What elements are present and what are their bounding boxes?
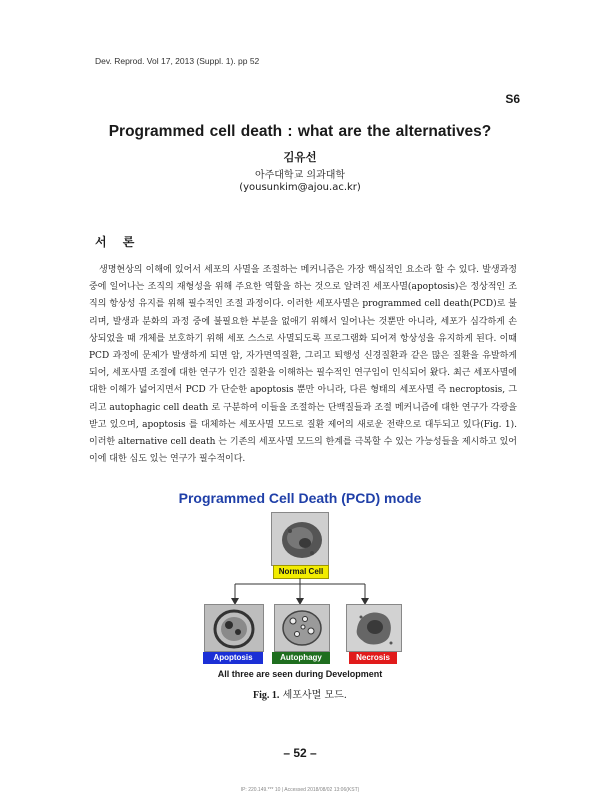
necrosis-label: Necrosis <box>349 652 397 664</box>
author-email[interactable]: (yousunkim@ajou.ac.kr) <box>239 182 361 193</box>
session-code: S6 <box>505 92 520 106</box>
figure-caption-label: Fig. 1. <box>253 690 280 701</box>
apoptosis-micrograph <box>204 604 264 652</box>
access-footer: IP: 220.149.*** 10 | Accessed 2018/08/02 13:06(KST) <box>240 787 360 793</box>
body-paragraph: 생명현상의 이해에 있어서 세포의 사멸을 조절하는 메커니즘은 가장 핵심적인 요소라 할 수 있다. 발생과정 중에 일어나는 조직의 재형성을 위해 주요한 역할을 하는 것으로 알려진 세포사멸(apoptosis)은 정상적인 조직의 항상성 유지를 위해 필수적인 조절 과정이다. 이러한 세포사멸은 programmed cell death(PCD)로 불리며, 발생과 분화의 과정 중에 불필요한 부분을 없애기 위해서 일어나는 것뿐만 아니라, 세포가 심각하게 손상되었을 때 개체를 보호하기 위해 세포 스스로 사멸되도록 프로그램화 되어져 항상성을 유지하게 된다. 이때 PCD 과정에 문제가 발생하게 되면 암, 자가면역질환, 그리고 퇴행성 신경질환과 같은 많은 질환을 유발하게 되어, 세포사멸 조절에 대한 연구가 인간 질환을 이해하는 필수적인 연구임이 인식되어 왔다. 최근 세포사멸에 대한 이해가 넓어지면서 PCD 가 단순한 apoptosis 뿐만 아니라, 다른 형태의 세포사멸 즉 necroptosis, 그리고 autophagic cell death 로 구분하여 이들을 조절하는 단백질들과 조절 메커니즘에 대한 연구가 각광을 받고 있으며, apoptosis 를 대체하는 세포사멸 모드로 질환 제어의 새로운 전략으로 대두되고 있다(Fig. 1). 이러한 alternative cell death 는 기존의 세포사멸 모드의 한계를 극복할 수 있는 가능성들을 제시하고 있어 이에 대한 심도 있는 연구가 필수적이다. <box>89 265 517 465</box>
autophagy-micrograph <box>274 604 330 652</box>
branch-arrows <box>225 578 385 606</box>
figure-caption-text: 세포사멸 모드. <box>282 690 347 701</box>
figure-title: Programmed Cell Death (PCD) mode <box>178 490 422 506</box>
figure-caption <box>0 686 600 701</box>
necrosis-micrograph <box>346 604 402 652</box>
journal-citation: Dev. Reprod. Vol 17, 2013 (Suppl. 1). pp 52 <box>95 56 260 66</box>
article-title: Programmed cell death : what are the alternatives? <box>108 123 492 140</box>
author-name: 김유선 <box>283 150 317 164</box>
author-affiliation: 아주대학교 의과대학 <box>254 170 346 181</box>
normal-cell-micrograph <box>271 512 329 566</box>
section-heading: 서 론 <box>95 235 141 249</box>
figure-footnote: All three are seen during Development <box>217 669 383 679</box>
normal-cell-label: Normal Cell <box>273 565 329 579</box>
autophagy-label: Autophagy <box>272 652 330 664</box>
apoptosis-label: Apoptosis <box>203 652 263 664</box>
page-number: – 52 – <box>283 746 317 760</box>
